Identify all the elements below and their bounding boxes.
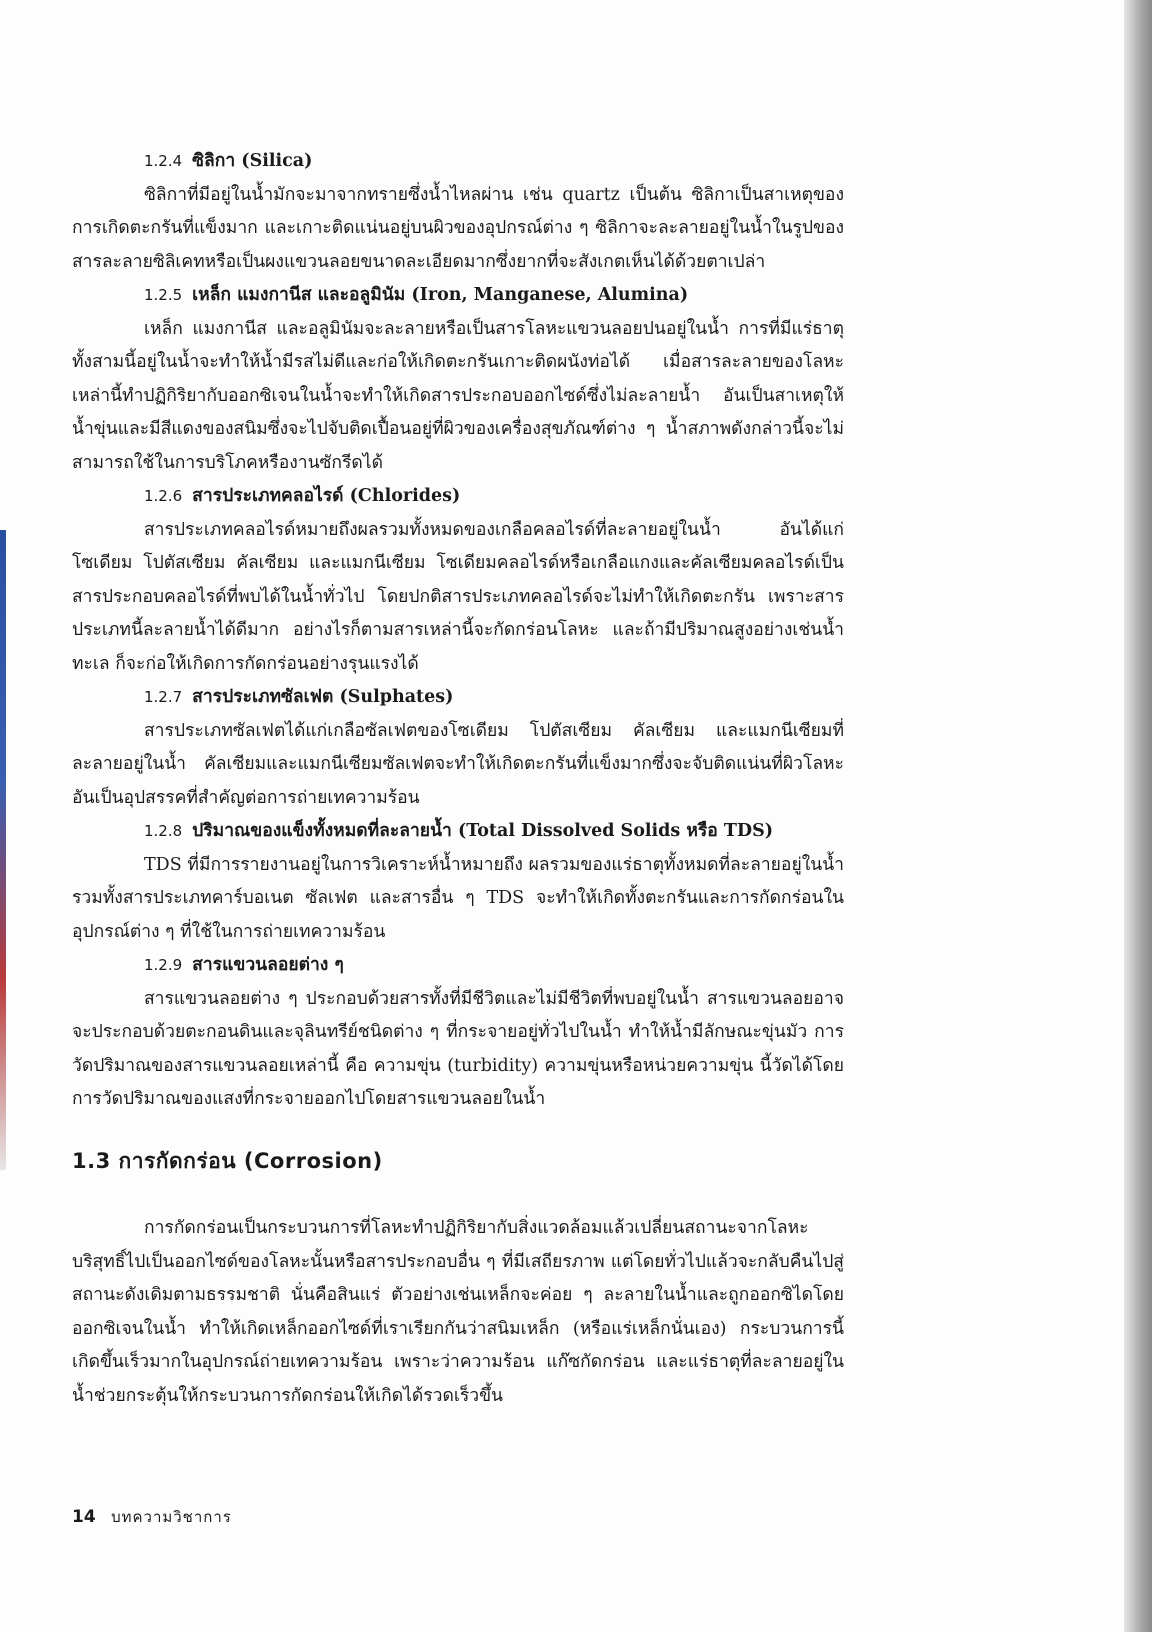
section-heading-1-2-4: 1.2.4 ซิลิกา (Silica) (144, 151, 313, 171)
page-footer (72, 1505, 232, 1529)
section-body-1-2-5: เหล็ก แมงกานีส และอลูมินัมจะละลายหรือเป็นสารโลหะแขวนลอยปนอยู่ในน้ำ การที่มีแร่ธาตุทั้งสามนี้อยู่ในน้ำจะทำให้น้ำมีรสไม่ดีและก่อให้เกิดตะกรันเกาะติดผนังท่อได้ เมื่อสารละลายของโลหะเหล่านี้ทำปฏิกิริยากับออกซิเจนในน้ำจะทำให้เกิดสารประกอบออกไซด์ซึ่งไม่ละลายน้ำ อันเป็นสาเหตุให้น้ำขุ่นและมีสีแดงของสนิมซึ่งจะไปจับติดเปื้อนอยู่ที่ผิวของเครื่องสุขภัณฑ์ต่าง ๆ น้ำสภาพดังกล่าวนี้จะไม่สามารถใช้ในการบริโภคหรืองานซักรีดได้ (72, 318, 844, 473)
section-body-1-2-8: TDS ที่มีการรายงานอยู่ในการวิเคราะห์น้ำหมายถึง ผลรวมของแร่ธาตุทั้งหมดที่ละลายอยู่ในน้ำรวมทั้งสารประเภทคาร์บอเนต ซัลเฟต และสารอื่น ๆ TDS จะทำให้เกิดทั้งตะกรันและการกัดกร่อนในอุปกรณ์ต่าง ๆ ที่ใช้ในการถ่ายเทความร้อน (72, 854, 844, 942)
publication-title: บทความวิชาการ (111, 1508, 232, 1526)
major-section-body: การกัดกร่อนเป็นกระบวนการที่โลหะทำปฏิกิริยากับสิ่งแวดล้อมแล้วเปลี่ยนสถานะจากโลหะบริสุทธิ์ไปเป็นออกไซด์ของโลหะนั้นหรือสารประกอบอื่น ๆ ที่มีเสถียรภาพ แต่โดยทั่วไปแล้วจะกลับคืนไปสู่สถานะดังเดิมตามธรรมชาติ นั่นคือสินแร่ ตัวอย่างเช่นเหล็กจะค่อย ๆ ละลายในน้ำและถูกออกซิไดโดยออกซิเจนในน้ำ ทำให้เกิดเหล็กออกไซด์ที่เราเรียกกันว่าสนิมเหล็ก (หรือแร่เหล็กนั่นเอง) กระบวนการนี้เกิดขึ้นเร็วมากในอุปกรณ์ถ่ายเทความร้อน เพราะว่าความร้อน แก๊ซกัดกร่อน และแร่ธาตุที่ละลายอยู่ในน้ำช่วยกระตุ้นให้กระบวนการกัดกร่อนให้เกิดได้รวดเร็วขึ้น (72, 1218, 844, 1406)
section-heading-1-2-5: 1.2.5 เหล็ก แมงกานีส และอลูมินัม (Iron, Manganese, Alumina) (144, 285, 689, 305)
section-body-1-2-6: สารประเภทคลอไรด์หมายถึงผลรวมทั้งหมดของเกลือคลอไรด์ที่ละลายอยู่ในน้ำ อันได้แก่ โซเดียม โปตัสเซียม คัลเซียม และแมกนีเซียม โซเดียมคลอไรด์หรือเกลือแกงและคัลเซียมคลอไรด์เป็นสารประกอบคลอไรด์ที่พบได้ในน้ำทั่วไป โดยปกติสารประเภทคลอไรด์จะไม่ทำให้เกิดตะกรัน เพราะสารประเภทนี้ละลายน้ำได้ดีมาก อย่างไรก็ตามสารเหล่านี้จะกัดกร่อนโลหะ และถ้ามีปริมาณสูงอย่างเช่นน้ำทะเล ก็จะก่อให้เกิดการกัดกร่อนอย่างรุนแรงได้ (72, 519, 844, 674)
page-number: 14 (72, 1507, 96, 1527)
section-heading-1-2-8: 1.2.8 ปริมาณของแข็งทั้งหมดที่ละลายน้ำ (Total Dissolved Solids หรือ TDS) (144, 821, 773, 841)
section-heading-1-2-7: 1.2.7 สารประเภทซัลเฟต (Sulphates) (144, 687, 454, 707)
page-edge-color-strip (0, 530, 6, 1170)
section-body-1-2-7: สารประเภทซัลเฟตได้แก่เกลือซัลเฟตของโซเดียม โปตัสเซียม คัลเซียม และแมกนีเซียมที่ละลายอยู่ในน้ำ คัลเซียมและแมกนีเซียมซัลเฟตจะทำให้เกิดตะกรันที่แข็งมากซึ่งจะจับติดแน่นที่ผิวโลหะ อันเป็นอุปสรรคที่สำคัญต่อการถ่ายเทความร้อน (72, 720, 844, 808)
section-body-1-2-4: ซิลิกาที่มีอยู่ในน้ำมักจะมาจากทรายซึ่งน้ำไหลผ่าน เช่น quartz เป็นต้น ซิลิกาเป็นสาเหตุของการเกิดตะกรันที่แข็งมาก และเกาะติดแน่นอยู่บนผิวของอุปกรณ์ต่าง ๆ ซิลิกาจะละลายอยู่ในน้ำในรูปของสารละลายซิลิเคทหรือเป็นผงแขวนลอยขนาดละเอียดมากซึ่งยากที่จะสังเกตเห็นได้ด้วยตาเปล่า (72, 184, 844, 272)
page-content (72, 145, 844, 1413)
section-heading-1-2-6: 1.2.6 สารประเภทคลอไรด์ (Chlorides) (144, 486, 461, 506)
section-heading-1-2-9: 1.2.9 สารแขวนลอยต่าง ๆ (144, 955, 344, 975)
section-body-1-2-9: สารแขวนลอยต่าง ๆ ประกอบด้วยสารทั้งที่มีชีวิตและไม่มีชีวิตที่พบอยู่ในน้ำ สารแขวนลอยอาจจะประกอบด้วยตะกอนดินและจุลินทรีย์ชนิดต่าง ๆ ที่กระจายอยู่ทั่วไปในน้ำ ทำให้น้ำมีลักษณะขุ่นมัว การวัดปริมาณของสารแขวนลอยเหล่านี้ คือ ความขุ่น (turbidity) ความขุ่นหรือหน่วยความขุ่น นี้วัดได้โดยการวัดปริมาณของแสงที่กระจายออกไปโดยสารแขวนลอยในน้ำ (72, 988, 844, 1109)
book-spine-shadow (1124, 0, 1152, 1632)
major-section-heading: 1.3 การกัดกร่อน (Corrosion) (72, 1148, 383, 1173)
